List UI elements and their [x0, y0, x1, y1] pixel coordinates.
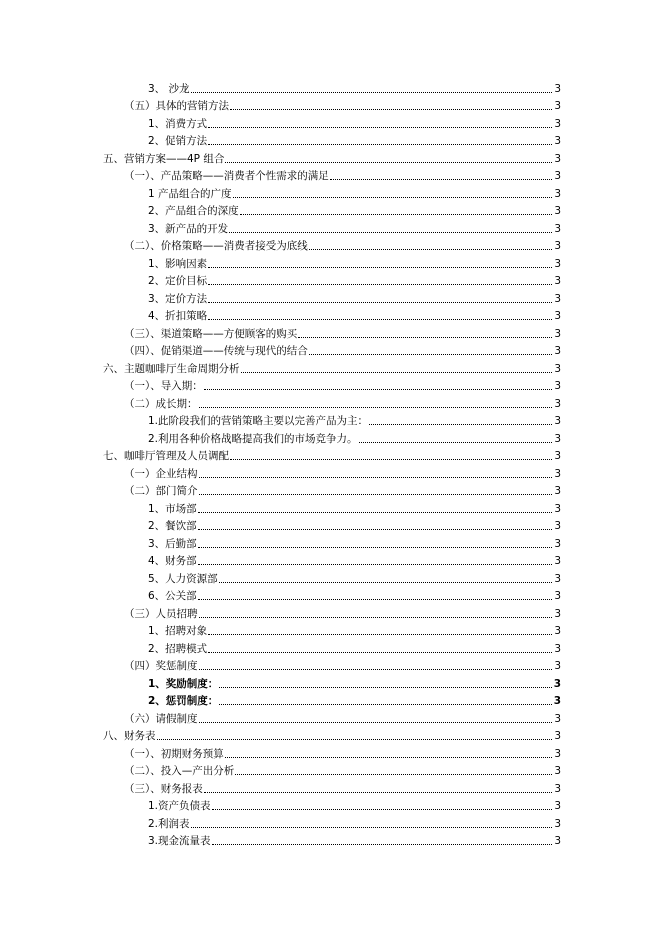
dot-leader — [191, 91, 553, 93]
toc-entry-page: 3 — [554, 223, 561, 235]
dot-leader — [199, 476, 553, 478]
toc-entry-page: 3 — [554, 310, 561, 322]
dot-leader — [298, 336, 552, 338]
toc-entry-page: 3 — [554, 100, 561, 112]
toc-entry-label: 1 产品组合的广度 — [148, 188, 232, 200]
toc-entry[interactable] — [124, 325, 561, 341]
toc-entry-page: 3 — [554, 328, 561, 340]
dot-leader — [309, 248, 553, 250]
toc-entry[interactable] — [148, 500, 561, 516]
toc-entry-label: 八、财务表 — [103, 730, 156, 742]
toc-entry-label: （一）企业结构 — [124, 468, 198, 480]
toc-entry-label: （二）、投入—产出分析 — [124, 765, 235, 777]
toc-entry[interactable] — [148, 202, 561, 218]
dot-leader — [359, 441, 553, 443]
dot-leader — [204, 388, 553, 390]
toc-entry-page: 3 — [553, 678, 561, 690]
toc-entry[interactable] — [103, 150, 561, 166]
toc-entry[interactable] — [148, 640, 561, 656]
toc-entry-page: 3 — [554, 555, 561, 567]
toc-entry-label: 6、公关部 — [148, 590, 197, 602]
toc-entry-page: 3 — [554, 415, 561, 427]
toc-entry-label: （二）部门简介 — [124, 485, 198, 497]
dot-leader — [198, 511, 553, 513]
toc-entry-page: 3 — [554, 240, 561, 252]
toc-entry-label: 4、折扣策略 — [148, 310, 208, 322]
toc-entry-label: 3.现金流量表 — [148, 835, 211, 847]
toc-entry[interactable] — [124, 342, 561, 358]
dot-leader — [199, 721, 553, 723]
toc-entry[interactable] — [148, 517, 561, 533]
toc-entry[interactable] — [124, 482, 561, 498]
toc-entry-label: 1、奖励制度： — [148, 678, 219, 690]
toc-entry[interactable] — [148, 622, 561, 638]
toc-entry-label: 2.利用各种价格战略提高我们的市场竞争力。 — [148, 433, 358, 445]
toc-entry-page: 3 — [554, 83, 561, 95]
toc-entry-label: （三）、渠道策略——方便顾客的购买 — [124, 328, 298, 340]
toc-entry-label: 1、影响因素 — [148, 258, 208, 270]
toc-entry[interactable] — [148, 587, 561, 603]
toc-entry[interactable] — [124, 710, 561, 726]
dot-leader — [208, 301, 552, 303]
toc-entry-page: 3 — [554, 258, 561, 270]
dot-leader — [208, 633, 552, 635]
toc-entry-label: 4、财务部 — [148, 555, 197, 567]
toc-entry[interactable] — [124, 605, 561, 621]
toc-entry[interactable] — [148, 535, 561, 551]
dot-leader — [208, 266, 552, 268]
toc-entry-page: 3 — [554, 468, 561, 480]
dot-leader — [208, 318, 552, 320]
toc-entry-page: 3 — [554, 398, 561, 410]
toc-entry-page: 3 — [554, 118, 561, 130]
toc-entry[interactable] — [148, 430, 561, 446]
dot-leader — [225, 161, 552, 163]
toc-entry-page: 3 — [554, 363, 561, 375]
toc-entry-page: 3 — [554, 205, 561, 217]
dot-leader — [225, 756, 553, 758]
dot-leader — [208, 651, 552, 653]
toc-entry[interactable] — [148, 552, 561, 568]
toc-entry-label: 3、后勤部 — [148, 538, 197, 550]
toc-entry-label: （一）、初期财务预算 — [124, 748, 224, 760]
toc-entry-label: 3、定价方法 — [148, 293, 208, 305]
dot-leader — [208, 143, 552, 145]
toc-entry[interactable] — [124, 395, 561, 411]
dot-leader — [198, 546, 553, 548]
toc-entry-page: 3 — [554, 835, 561, 847]
toc-entry-label: 2、招聘模式 — [148, 643, 208, 655]
dot-leader — [199, 406, 553, 408]
toc-entry-label: （一）、产品策略——消费者个性需求的满足 — [124, 170, 329, 182]
toc-entry[interactable] — [148, 815, 561, 831]
toc-entry-page: 3 — [554, 608, 561, 620]
dot-leader — [198, 563, 553, 565]
toc-entry[interactable] — [148, 675, 561, 691]
toc-entry-page: 3 — [554, 643, 561, 655]
toc-entry-page: 3 — [554, 818, 561, 830]
toc-entry[interactable] — [103, 727, 561, 743]
toc-entry-page: 3 — [554, 730, 561, 742]
toc-entry-page: 3 — [554, 573, 561, 585]
toc-entry[interactable] — [124, 97, 561, 113]
toc-entry-label: （三）人员招聘 — [124, 608, 198, 620]
toc-entry-label: 1.资产负债表 — [148, 800, 211, 812]
dot-leader — [198, 528, 553, 530]
dot-leader — [219, 581, 553, 583]
dot-leader — [369, 423, 552, 425]
toc-entry-page: 3 — [554, 450, 561, 462]
toc-entry-page: 3 — [554, 380, 561, 392]
dot-leader — [199, 668, 553, 670]
toc-entry-label: 2、定价目标 — [148, 275, 208, 287]
toc-entry-page: 3 — [554, 590, 561, 602]
toc-entry-page: 3 — [554, 345, 561, 357]
dot-leader — [199, 493, 553, 495]
toc-entry-label: （一）、导入期： — [124, 380, 203, 392]
toc-entry-page: 3 — [554, 503, 561, 515]
toc-entry-page: 3 — [554, 293, 561, 305]
toc-entry-page: 3 — [554, 748, 561, 760]
toc-entry-page: 3 — [554, 485, 561, 497]
dot-leader — [241, 371, 553, 373]
toc-entry-page: 3 — [553, 695, 561, 707]
toc-entry-page: 3 — [554, 170, 561, 182]
toc-entry-label: （四）、促销渠道——传统与现代的结合 — [124, 345, 308, 357]
toc-entry[interactable] — [124, 465, 561, 481]
toc-entry-label: （六）请假制度 — [124, 713, 198, 725]
toc-entry-label: 1、市场部 — [148, 503, 197, 515]
toc-entry-page: 3 — [554, 433, 561, 445]
dot-leader — [204, 791, 553, 793]
toc-entry[interactable] — [124, 780, 561, 796]
dot-leader — [233, 196, 553, 198]
toc-entry-page: 3 — [554, 275, 561, 287]
toc-entry-page: 3 — [554, 713, 561, 725]
toc-entry[interactable] — [148, 412, 561, 428]
toc-entry-label: 七、咖啡厅管理及人员调配 — [103, 450, 229, 462]
dot-leader — [157, 738, 553, 740]
toc-entry-label: 1、消费方式 — [148, 118, 208, 130]
toc-entry-label: （四）奖惩制度 — [124, 660, 198, 672]
toc-entry-label: 2、促销方法 — [148, 135, 208, 147]
toc-entry[interactable] — [148, 272, 561, 288]
toc-entry-label: 五、营销方案——4P 组合 — [103, 153, 225, 165]
toc-entry[interactable] — [148, 255, 561, 271]
toc-entry-page: 3 — [554, 153, 561, 165]
dot-leader — [229, 231, 552, 233]
toc-entry[interactable] — [124, 762, 561, 778]
toc-entry-label: （三）、财务报表 — [124, 783, 203, 795]
toc-entry[interactable] — [124, 745, 561, 761]
toc-entry[interactable] — [148, 220, 561, 236]
toc-entry-page: 3 — [554, 783, 561, 795]
toc-entry-label: 5、人力资源部 — [148, 573, 218, 585]
dot-leader — [219, 686, 551, 688]
toc-entry-label: 六、主题咖啡厅生命周期分析 — [103, 363, 240, 375]
toc-entry-page: 3 — [554, 520, 561, 532]
toc-entry[interactable] — [103, 360, 561, 376]
toc-entry[interactable] — [124, 237, 561, 253]
toc-entry[interactable] — [124, 657, 561, 673]
dot-leader — [309, 353, 553, 355]
toc-entry-label: 1、招聘对象 — [148, 625, 208, 637]
toc-entry-label: 2.利润表 — [148, 818, 190, 830]
toc-entry[interactable] — [148, 132, 561, 148]
toc-entry-page: 3 — [554, 188, 561, 200]
toc-entry[interactable] — [124, 167, 561, 183]
dot-leader — [191, 826, 553, 828]
toc-entry[interactable] — [148, 570, 561, 586]
toc-entry-page: 3 — [554, 765, 561, 777]
toc-entry-label: （二）成长期： — [124, 398, 198, 410]
dot-leader — [219, 703, 551, 705]
toc-entry[interactable] — [148, 832, 561, 848]
toc-entry[interactable] — [124, 377, 561, 393]
toc-entry-page: 3 — [554, 625, 561, 637]
dot-leader — [199, 616, 553, 618]
toc-entry[interactable] — [148, 80, 561, 96]
dot-leader — [235, 773, 552, 775]
dot-leader — [230, 458, 552, 460]
dot-leader — [208, 283, 552, 285]
toc-entry-label: 3、新产品的开发 — [148, 223, 229, 235]
toc-entry[interactable] — [103, 447, 561, 463]
toc-entry[interactable] — [148, 185, 561, 201]
toc-entry-label: 2、餐饮部 — [148, 520, 197, 532]
toc-entry-label: 2、惩罚制度： — [148, 695, 219, 707]
toc-entry-label: 2、产品组合的深度 — [148, 205, 239, 217]
toc-entry[interactable] — [148, 290, 561, 306]
toc-entry[interactable] — [148, 307, 561, 323]
toc-entry[interactable] — [148, 797, 561, 813]
toc-entry-label: 1.此阶段我们的营销策略主要以完善产品为主： — [148, 415, 369, 427]
dot-leader — [198, 598, 553, 600]
toc-entry-label: （二）、价格策略——消费者接受为底线 — [124, 240, 308, 252]
toc-entry[interactable] — [148, 692, 561, 708]
toc-entry-label: 3、 沙龙 — [148, 83, 190, 95]
dot-leader — [230, 108, 552, 110]
dot-leader — [240, 213, 553, 215]
toc-entry-page: 3 — [554, 135, 561, 147]
dot-leader — [212, 808, 553, 810]
dot-leader — [330, 178, 553, 180]
dot-leader — [208, 126, 552, 128]
toc-entry-page: 3 — [554, 538, 561, 550]
toc-entry[interactable] — [148, 115, 561, 131]
toc-entry-label: （五）具体的营销方法 — [124, 100, 229, 112]
toc-entry-page: 3 — [554, 660, 561, 672]
dot-leader — [212, 843, 553, 845]
toc-entry-page: 3 — [554, 800, 561, 812]
